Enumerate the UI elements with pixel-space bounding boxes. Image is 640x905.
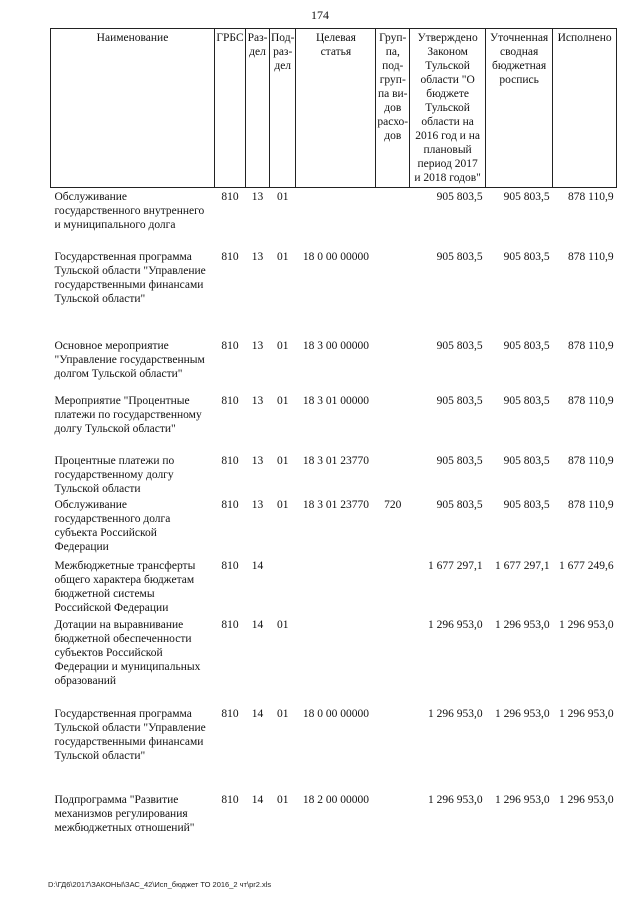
row-group bbox=[376, 705, 410, 791]
row-razdel: 13 bbox=[251, 394, 264, 407]
row-grbs: 810 bbox=[221, 618, 239, 631]
row-refined: 905 803,5 bbox=[503, 191, 550, 203]
row-podrazdel: 01 bbox=[276, 498, 289, 511]
table-row bbox=[51, 337, 617, 392]
row-executed: 878 110,9 bbox=[568, 191, 614, 203]
row-razdel: 14 bbox=[251, 618, 264, 631]
row-name: Дотации на выравнивание бюджетной обеспеченности субъектов Российской Федерации и муниципальных образований bbox=[54, 618, 201, 687]
row-grbs: 810 bbox=[221, 250, 239, 263]
row-executed: 1 296 953,0 bbox=[558, 618, 614, 631]
header-razdel: Раз- дел bbox=[246, 29, 270, 188]
row-podrazdel: 01 bbox=[276, 250, 289, 263]
file-path-footer: D:\ГД6\2017\ЗАКОНЫ\ЗАС_42\Исп_бюджет ТО 2016_2 чт\pr2.xls bbox=[48, 880, 272, 889]
row-approved: 905 803,5 bbox=[436, 339, 483, 352]
row-refined: 905 803,5 bbox=[503, 339, 550, 352]
row-grbs: 810 bbox=[221, 394, 239, 407]
row-approved: 1 677 297,1 bbox=[427, 559, 483, 572]
table-header-row bbox=[51, 29, 617, 188]
header-podrazdel: Под- раз- дел bbox=[270, 29, 296, 188]
row-name: Обслуживание государственного внутреннего и муниципального долга bbox=[54, 191, 205, 231]
row-group bbox=[376, 557, 410, 616]
row-approved: 1 296 953,0 bbox=[427, 618, 483, 631]
row-approved: 1 296 953,0 bbox=[427, 707, 483, 720]
row-razdel: 13 bbox=[251, 498, 264, 511]
row-razdel: 13 bbox=[251, 454, 264, 467]
page-number: 174 bbox=[311, 8, 329, 22]
row-target: 18 3 01 23770 bbox=[302, 498, 369, 511]
row-podrazdel: 01 bbox=[276, 618, 289, 631]
row-name: Межбюджетные трансферты общего характера бюджетам бюджетной системы Российской Федерации bbox=[54, 559, 196, 614]
row-podrazdel: 01 bbox=[276, 707, 289, 720]
table-row bbox=[51, 248, 617, 337]
row-grbs: 810 bbox=[221, 498, 239, 511]
row-podrazdel: 01 bbox=[276, 191, 289, 203]
row-executed: 878 110,9 bbox=[568, 339, 614, 352]
row-grbs: 810 bbox=[221, 339, 239, 352]
table-row bbox=[51, 496, 617, 557]
table-row bbox=[51, 188, 617, 248]
row-approved: 905 803,5 bbox=[436, 498, 483, 511]
row-target bbox=[296, 557, 376, 616]
header-target: Целевая статья bbox=[296, 29, 376, 188]
header-executed: Исполнено bbox=[553, 29, 617, 188]
table-row bbox=[51, 392, 617, 452]
row-name: Процентные платежи по государственному долгу Тульской области bbox=[54, 454, 175, 495]
row-razdel: 14 bbox=[251, 793, 264, 806]
table-row bbox=[51, 705, 617, 791]
row-name: Подпрограмма "Развитие механизмов регулирования межбюджетных отношений" bbox=[54, 793, 195, 834]
table-row bbox=[51, 557, 617, 616]
row-name: Обслуживание государственного долга субъекта Российской Федерации bbox=[54, 498, 171, 553]
table-row bbox=[51, 791, 617, 841]
row-group bbox=[376, 616, 410, 705]
row-target: 18 3 01 23770 bbox=[302, 454, 369, 467]
row-razdel: 14 bbox=[251, 707, 264, 720]
row-refined: 905 803,5 bbox=[503, 250, 550, 263]
row-executed: 878 110,9 bbox=[568, 498, 614, 511]
budget-table bbox=[50, 28, 617, 841]
row-name: Мероприятие "Процентные платежи по государственному долгу Тульской области" bbox=[54, 394, 202, 435]
row-podrazdel: 01 bbox=[276, 339, 289, 352]
row-refined: 1 296 953,0 bbox=[494, 707, 550, 720]
row-executed: 878 110,9 bbox=[568, 250, 614, 263]
row-approved: 905 803,5 bbox=[436, 191, 483, 203]
row-grbs: 810 bbox=[221, 454, 239, 467]
row-approved: 905 803,5 bbox=[436, 454, 483, 467]
row-name: Государственная программа Тульской области "Управление государственными финансами Тульской области" bbox=[54, 707, 206, 762]
row-group bbox=[376, 248, 410, 337]
row-grbs: 810 bbox=[221, 191, 239, 203]
row-group bbox=[376, 337, 410, 392]
row-target: 18 3 01 00000 bbox=[302, 394, 369, 407]
row-refined: 1 296 953,0 bbox=[494, 618, 550, 631]
row-approved: 905 803,5 bbox=[436, 250, 483, 263]
row-grbs: 810 bbox=[221, 793, 239, 806]
row-refined: 905 803,5 bbox=[503, 454, 550, 467]
row-executed: 1 296 953,0 bbox=[558, 707, 614, 720]
row-refined: 1 677 297,1 bbox=[494, 559, 550, 572]
table-row bbox=[51, 616, 617, 705]
row-executed: 1 677 249,6 bbox=[558, 559, 614, 572]
table-row bbox=[51, 452, 617, 496]
row-podrazdel: 01 bbox=[276, 394, 289, 407]
header-approved: Утверждено Законом Тульской области "О бюджете Тульской области на 2016 год и на плановый период 2017 и 2018 годов" bbox=[410, 29, 486, 188]
row-grbs: 810 bbox=[221, 559, 239, 572]
row-refined: 905 803,5 bbox=[503, 394, 550, 407]
row-executed: 878 110,9 bbox=[568, 454, 614, 467]
row-executed: 878 110,9 bbox=[568, 394, 614, 407]
row-group: 720 bbox=[384, 498, 402, 511]
header-group: Груп- па, под- груп- па ви- дов расхо- дов bbox=[376, 29, 410, 188]
row-target: 18 3 00 00000 bbox=[302, 339, 369, 352]
row-podrazdel bbox=[270, 557, 296, 616]
row-group bbox=[376, 392, 410, 452]
row-approved: 905 803,5 bbox=[436, 394, 483, 407]
row-razdel: 14 bbox=[251, 559, 264, 572]
row-target: 18 2 00 00000 bbox=[302, 793, 369, 806]
row-podrazdel: 01 bbox=[276, 793, 289, 806]
header-name: Наименование bbox=[51, 29, 215, 188]
row-refined: 1 296 953,0 bbox=[494, 793, 550, 806]
row-name: Государственная программа Тульской области "Управление государственными финансами Тульской области" bbox=[54, 250, 206, 305]
row-refined: 905 803,5 bbox=[503, 498, 550, 511]
header-grbs: ГРБС bbox=[215, 29, 246, 188]
row-razdel: 13 bbox=[251, 250, 264, 263]
row-approved: 1 296 953,0 bbox=[427, 793, 483, 806]
row-group bbox=[376, 791, 410, 841]
row-podrazdel: 01 bbox=[276, 454, 289, 467]
row-target bbox=[296, 188, 376, 248]
row-razdel: 13 bbox=[251, 339, 264, 352]
row-target bbox=[296, 616, 376, 705]
row-target: 18 0 00 00000 bbox=[302, 250, 369, 263]
row-grbs: 810 bbox=[221, 707, 239, 720]
row-razdel: 13 bbox=[251, 191, 264, 203]
row-group bbox=[376, 452, 410, 496]
row-executed: 1 296 953,0 bbox=[558, 793, 614, 806]
row-target: 18 0 00 00000 bbox=[302, 707, 369, 720]
row-name: Основное мероприятие "Управление государственным долгом Тульской области" bbox=[54, 339, 205, 380]
row-group bbox=[376, 188, 410, 248]
header-refined: Уточненная сводная бюджетная роспись bbox=[486, 29, 553, 188]
